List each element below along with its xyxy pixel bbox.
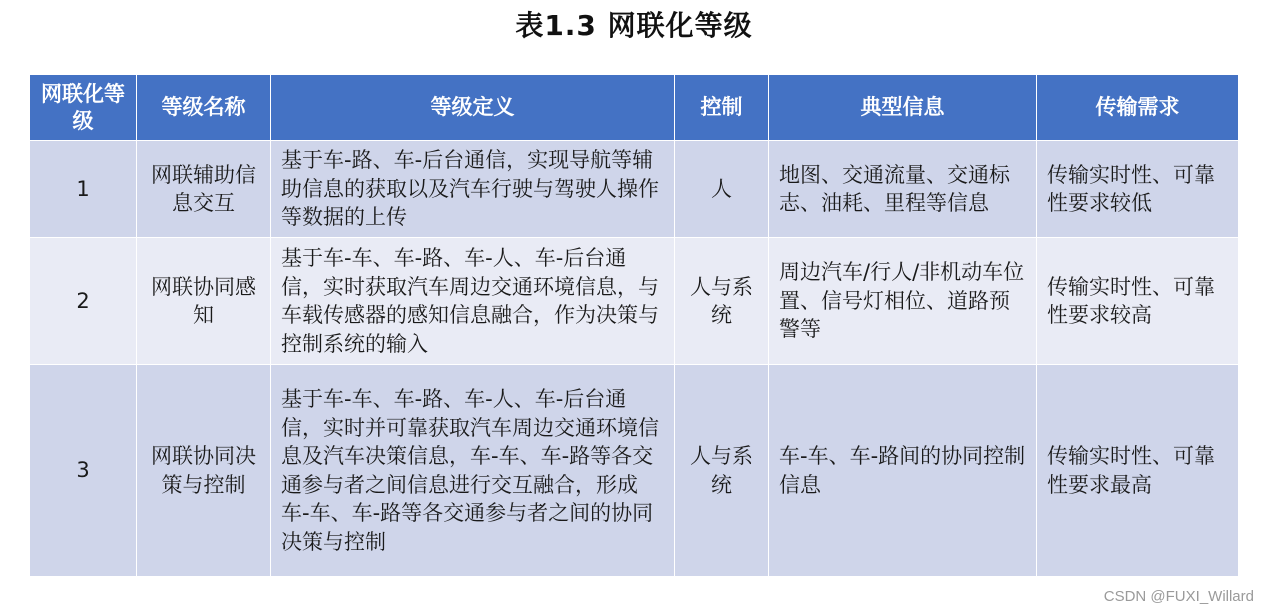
cell-name: 网联协同决策与控制: [137, 365, 271, 577]
table-title: 表1.3 网联化等级: [515, 9, 753, 42]
cell-definition: 基于车-路、车-后台通信，实现导航等辅助信息的获取以及汽车行驶与驾驶人操作等数据的上传: [271, 141, 675, 238]
table-row: [30, 238, 1239, 365]
header-control: 控制: [675, 75, 769, 141]
cell-transmission: 传输实时性、可靠性要求较低: [1037, 141, 1239, 238]
connectivity-level-table: [29, 74, 1239, 577]
header-definition: 等级定义: [271, 75, 675, 141]
cell-info: 周边汽车/行人/非机动车位置、信号灯相位、道路预警等: [769, 238, 1037, 365]
cell-definition: 基于车-车、车-路、车-人、车-后台通信，实时获取汽车周边交通环境信息，与车载传感器的感知信息融合，作为决策与控制系统的输入: [271, 238, 675, 365]
cell-name: 网联协同感知: [137, 238, 271, 365]
cell-info: 车-车、车-路间的协同控制信息: [769, 365, 1037, 577]
cell-control: 人与系统: [675, 365, 769, 577]
cell-transmission: 传输实时性、可靠性要求最高: [1037, 365, 1239, 577]
header-level: 网联化等级: [30, 75, 137, 141]
cell-level: 1: [30, 141, 137, 238]
cell-info: 地图、交通流量、交通标志、油耗、里程等信息: [769, 141, 1037, 238]
cell-control: 人: [675, 141, 769, 238]
watermark: CSDN @FUXI_Willard: [1103, 588, 1254, 605]
table-row: [30, 141, 1239, 238]
header-name: 等级名称: [137, 75, 271, 141]
cell-name: 网联辅助信息交互: [137, 141, 271, 238]
cell-level: 2: [30, 238, 137, 365]
header-row: [30, 75, 1239, 141]
header-transmission: 传输需求: [1037, 75, 1239, 141]
cell-level: 3: [30, 365, 137, 577]
cell-control: 人与系统: [675, 238, 769, 365]
table-row: [30, 365, 1239, 577]
cell-transmission: 传输实时性、可靠性要求较高: [1037, 238, 1239, 365]
cell-definition: 基于车-车、车-路、车-人、车-后台通信，实时并可靠获取汽车周边交通环境信息及汽车决策信息，车-车、车-路等各交通参与者之间信息进行交互融合，形成车-车、车-路等各交通参与者之间的协同决策与控制: [271, 365, 675, 577]
header-info: 典型信息: [769, 75, 1037, 141]
